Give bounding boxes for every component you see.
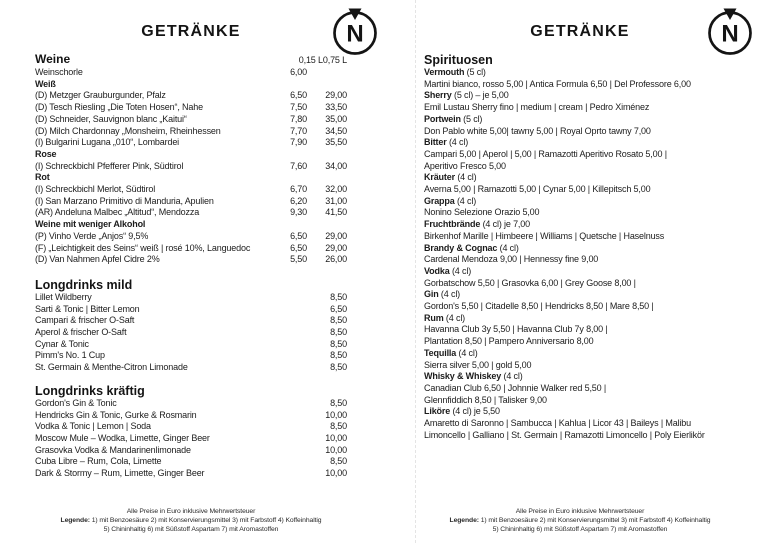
page-title: GETRÄNKE: [530, 23, 630, 40]
spirit-line-text: Campari 5,00 | Aperol | 5,00 | Ramazotti Aperitivo Rosato 5,00 |: [424, 148, 667, 159]
spirit-category-name: Portwein: [424, 113, 461, 124]
logo-letter: N: [346, 20, 364, 48]
wine-subheader-row: [35, 172, 347, 184]
spirit-category-name: Rum: [424, 312, 444, 323]
longdrink-item-name: Cuba Libre – Rum, Cola, Limette: [35, 456, 162, 467]
longdrink-item-row: [35, 421, 347, 433]
spirit-line: [424, 207, 736, 219]
wine-item-name: (D) Metzger Grauburgunder, Pfalz: [35, 90, 166, 101]
wine-subheader-row: [35, 79, 347, 91]
wine-item-row: [35, 114, 347, 126]
spirit-line-text: Martini bianco, rosso 5,00 | Antica Formula 6,50 | Del Professore 6,00: [424, 78, 691, 89]
longdrink-item-price: 8,50: [330, 350, 347, 361]
wine-item-row: [35, 137, 347, 149]
longdrink-item-name: Vodka & Tonic | Lemon | Soda: [35, 421, 151, 432]
spirit-line: [424, 184, 736, 196]
wine-column-075l: 0,75 L: [322, 55, 347, 65]
wine-item-price-075l: 29,00: [325, 90, 347, 101]
spirit-line-text: Gorbatschow 5,50 | Grasovka 6,00 | Grey Goose 8,00 |: [424, 277, 636, 288]
footer-legend-text1: 1) mit Benzoesäure 2) mit Konservierungsmittel 3) mit Farbstoff 4) Koffeinhaltig: [91, 517, 322, 524]
wine-item-name: (I) Schreckbichl Pfefferer Pink, Südtirol: [35, 160, 184, 171]
wine-subheader-label: Rot: [35, 172, 50, 183]
wine-item-name: (I) San Marzano Primitivo di Manduria, Apulien: [35, 195, 214, 206]
wine-item-price-015l: 7,50: [290, 102, 307, 113]
footer-legend-line2: 5) Chininhaltig 6) mit Süßstoff Aspartam 7) mit Aromastoffen: [492, 526, 668, 533]
longdrink-item-name: Pimm's No. 1 Cup: [35, 350, 105, 361]
wine-subheader-label: Weine mit weniger Alkohol: [35, 219, 146, 230]
wine-item-price-075l: 34,50: [325, 125, 347, 136]
spirit-category-name: Liköre: [424, 406, 451, 417]
wine-item-price-015l: 6,50: [290, 242, 307, 253]
page-title: GETRÄNKE: [141, 23, 241, 40]
longdrink-item-name: Sarti & Tonic | Bitter Lemon: [35, 303, 140, 314]
spirit-line: [424, 430, 736, 442]
spirit-line: [424, 243, 736, 255]
spirit-lines: [424, 67, 736, 442]
wine-item-name: (D) Tesch Riesling „Die Toten Hosen“, Nahe: [35, 102, 203, 113]
longdrink-item-name: Cynar & Tonic: [35, 338, 89, 349]
wine-item-price-015l: 7,70: [290, 125, 307, 136]
longdrinks-mild-header: Longdrinks mild: [35, 277, 133, 292]
wine-item-row: [35, 243, 347, 255]
footer-tax-note: Alle Preise in Euro inklusive Mehrwertsteuer: [515, 508, 645, 515]
footer-tax-note: Alle Preise in Euro inklusive Mehrwertsteuer: [126, 508, 256, 515]
wine-item-price-015l: 6,50: [290, 90, 307, 101]
spirit-line-text: (4 cl) je 5,50: [450, 406, 500, 417]
footer-legend-line2: 5) Chininhaltig 6) mit Süßstoff Aspartam 7) mit Aromastoffen: [103, 526, 279, 533]
spirit-line: [424, 289, 736, 301]
spirit-line: [424, 348, 736, 360]
longdrink-item-name: Lillet Wildberry: [35, 291, 92, 302]
spirit-category-name: Gin: [424, 289, 439, 300]
page-footer: [424, 507, 736, 534]
compass-n-logo-icon: [330, 7, 380, 57]
wine-item-row: [35, 90, 347, 102]
wine-item-price-075l: 26,00: [325, 254, 347, 265]
wine-item-price-015l: 7,90: [290, 137, 307, 148]
spirituosen-header: Spirituosen: [424, 53, 493, 67]
wine-item-name: (P) Vinho Verde „Anjos“ 9,5%: [35, 230, 149, 241]
longdrink-item-row: [35, 292, 347, 304]
wine-item-row: [35, 102, 347, 114]
spirit-line: [424, 371, 736, 383]
spirit-line: [424, 219, 736, 231]
spirit-line-text: Averna 5,00 | Ramazotti 5,00 | Cynar 5,00 | Killepitsch 5,00: [424, 184, 651, 195]
wine-item-price-015l: 6,20: [290, 195, 307, 206]
footer-legend-label: Legende:: [60, 517, 90, 524]
longdrink-item-row: [35, 327, 347, 339]
wine-rows: [35, 67, 347, 266]
spirit-line: [424, 114, 736, 126]
longdrink-item-name: Hendricks Gin & Tonic, Gurke & Rosmarin: [35, 409, 197, 420]
wine-item-price-075l: 31,00: [325, 195, 347, 206]
spirit-line-text: Sierra silver 5,00 | gold 5,00: [424, 359, 532, 370]
longdrink-item-price: 8,50: [330, 362, 347, 373]
spirit-category-name: Tequilla: [424, 347, 457, 358]
spirit-line: [424, 161, 736, 173]
wine-section-title: Weine: [35, 52, 71, 66]
spirit-line-text: (4 cl): [446, 137, 469, 148]
wine-item-price-015l: 6,70: [290, 184, 307, 195]
longdrink-item-name: Grasovka Vodka & Mandarinenlimonade: [35, 444, 191, 455]
wine-item-row: [35, 126, 347, 138]
wine-item-name: (AR) Andeluna Malbec „Altitud“, Mendozza: [35, 207, 200, 218]
wine-item-row: [35, 196, 347, 208]
wine-subheader-label: Weiß: [35, 78, 56, 89]
spirit-line-text: Havanna Club 3y 5,50 | Havanna Club 7y 8,00 |: [424, 324, 608, 335]
longdrink-item-row: [35, 350, 347, 362]
wine-item-price-075l: 32,00: [325, 184, 347, 195]
spirit-line: [424, 395, 736, 407]
wine-item-name: (D) Schneider, Sauvignon blanc „Kaitui“: [35, 113, 187, 124]
spirit-line-text: Limoncello | Galliano | St. Germain | Ramazotti Limoncello | Poly Eierlikör: [424, 429, 705, 440]
spirit-category-name: Grappa: [424, 195, 455, 206]
spirit-line: [424, 383, 736, 395]
longdrink-item-row: [35, 445, 347, 457]
wine-item-price-075l: 29,00: [325, 230, 347, 241]
wine-item-row: [35, 207, 347, 219]
longdrink-item-price: 8,50: [330, 397, 347, 408]
spirit-line-text: Emil Lustau Sherry fino | medium | cream | Pedro Ximénez: [424, 102, 650, 113]
spirit-line: [424, 231, 736, 243]
wine-item-row: [35, 184, 347, 196]
longdrink-item-price: 10,00: [325, 468, 347, 479]
wine-item-price-015l: 9,30: [290, 207, 307, 218]
wine-subheader-row: [35, 149, 347, 161]
spirit-line: [424, 360, 736, 372]
left-page-content: [35, 53, 347, 480]
longdrink-item-name: St. Germain & Menthe-Citron Limonade: [35, 362, 188, 373]
spirit-line-text: (4 cl): [501, 371, 523, 382]
longdrink-item-name: Campari & frischer O-Saft: [35, 315, 135, 326]
spirit-line-text: (4 cl): [454, 195, 477, 206]
spirit-line: [424, 67, 736, 79]
wine-item-price-075l: 34,00: [325, 160, 347, 171]
footer-legend-text1: 1) mit Benzoesäure 2) mit Konservierungsmittel 3) mit Farbstoff 4) Koffeinhaltig: [480, 517, 711, 524]
longdrink-item-row: [35, 339, 347, 351]
spirit-category-name: Whisky & Whiskey: [424, 371, 502, 382]
longdrink-item-row: [35, 315, 347, 327]
longdrink-item-price: 8,50: [330, 315, 347, 326]
ld-kraeftig-rows: [35, 398, 347, 480]
spirit-line: [424, 137, 736, 149]
wine-item-price-015l: 5,50: [290, 254, 307, 265]
wine-item-name: Weinschorle: [35, 67, 83, 77]
spirit-category-name: Sherry: [424, 90, 452, 101]
spirit-line-text: Plantation 8,50 | Pampero Anniversario 8,00: [424, 336, 594, 347]
wine-item-name: (I) Schreckbichl Merlot, Südtirol: [35, 184, 156, 195]
spirit-line-text: (4 cl): [449, 265, 472, 276]
spirit-line: [424, 149, 736, 161]
spirit-category-name: Brandy & Cognac: [424, 242, 498, 253]
longdrink-item-name: Dark & Stormy – Rum, Limette, Ginger Beer: [35, 468, 205, 479]
spirit-line: [424, 102, 736, 114]
spirit-line-text: (4 cl): [497, 242, 519, 253]
longdrink-item-name: Aperol & frischer O-Saft: [35, 327, 127, 338]
spirit-category-name: Kräuter: [424, 172, 455, 183]
longdrink-item-name: Gordon's Gin & Tonic: [35, 397, 117, 408]
spirit-line-text: (4 cl): [456, 347, 478, 358]
spirit-line-text: Aperitivo Fresco 5,00: [424, 160, 506, 171]
longdrink-item-price: 8,50: [330, 291, 347, 302]
wine-item-price-075l: 35,00: [325, 113, 347, 124]
spirit-line: [424, 254, 736, 266]
longdrink-item-price: 8,50: [330, 327, 347, 338]
wine-subheader-label: Rose: [35, 148, 57, 159]
menu-page-right: [415, 0, 768, 543]
spirit-line-text: (4 cl) je 7,00: [480, 219, 530, 230]
spirit-line: [424, 301, 736, 313]
longdrink-item-price: 10,00: [325, 409, 347, 420]
logo-letter: N: [721, 20, 739, 48]
wine-item-row: [35, 231, 347, 243]
spirit-line-text: (4 cl): [443, 312, 466, 323]
spirit-line: [424, 313, 736, 325]
footer-legend-label: Legende:: [449, 517, 479, 524]
spirit-category-name: Vodka: [424, 265, 450, 276]
spirit-category-name: Vermouth: [424, 67, 465, 77]
spirit-line-text: Nonino Selezione Orazio 5,00: [424, 207, 540, 218]
wine-item-price-015l: 6,00: [290, 67, 307, 77]
longdrink-item-price: 6,50: [330, 303, 347, 314]
longdrink-item-name: Moscow Mule – Wodka, Limette, Ginger Beer: [35, 432, 210, 443]
longdrink-item-price: 10,00: [325, 432, 347, 443]
spirit-line: [424, 266, 736, 278]
spirit-line: [424, 418, 736, 430]
spirit-line: [424, 324, 736, 336]
longdrink-item-price: 10,00: [325, 444, 347, 455]
page-footer: [35, 507, 347, 534]
spirit-line-text: (5 cl) – je 5,00: [451, 90, 509, 101]
wine-item-name: (F) „Leichtigkeit des Seins“ weiß | rosé 10%, Languedoc: [35, 242, 251, 253]
spirit-line: [424, 126, 736, 138]
compass-n-logo-icon: [705, 7, 755, 57]
wine-item-name: (D) Van Nahmen Apfel Cidre 2%: [35, 254, 160, 265]
wine-item-price-075l: 33,50: [325, 102, 347, 113]
spirit-line: [424, 196, 736, 208]
wine-item-name: (D) Milch Chardonnay „Monsheim, Rheinhessen: [35, 125, 221, 136]
longdrinks-kraeftig-header: Longdrinks kräftig: [35, 383, 145, 398]
right-page-content: [424, 53, 736, 442]
wine-table-header: [35, 53, 347, 67]
longdrink-item-row: [35, 468, 347, 480]
spirit-line-text: Glennfiddich 8,50 | Talisker 9,00: [424, 394, 547, 405]
spirit-line: [424, 90, 736, 102]
spirit-line-text: (4 cl): [454, 172, 477, 183]
ld-mild-rows: [35, 292, 347, 374]
longdrink-item-row: [35, 304, 347, 316]
spirit-line: [424, 172, 736, 184]
spirit-line-text: Cardenal Mendoza 9,00 | Hennessy fine 9,00: [424, 254, 599, 265]
longdrink-item-price: 8,50: [330, 338, 347, 349]
spirit-line: [424, 278, 736, 290]
longdrink-item-row: [35, 410, 347, 422]
longdrink-item-price: 8,50: [330, 421, 347, 432]
spirit-line-text: (5 cl): [464, 67, 486, 77]
longdrink-item-row: [35, 398, 347, 410]
wine-item-name: (I) Bulgarini Lugana „010“, Lombardei: [35, 137, 180, 148]
spirit-category-name: Fruchtbrände: [424, 219, 481, 230]
wine-item-row: [35, 161, 347, 173]
spirit-line: [424, 406, 736, 418]
wine-item-price-015l: 7,80: [290, 113, 307, 124]
longdrink-item-row: [35, 362, 347, 374]
wine-subheader-row: [35, 219, 347, 231]
spirit-line-text: (5 cl): [460, 113, 483, 124]
footer-legend-line1: [424, 516, 736, 525]
wine-item-price-075l: 41,50: [325, 207, 347, 218]
spirit-line: [424, 79, 736, 91]
wine-item-row: [35, 254, 347, 266]
longdrink-item-row: [35, 433, 347, 445]
wine-item-price-075l: 29,00: [325, 242, 347, 253]
wine-item-price-075l: 35,50: [325, 137, 347, 148]
spirit-line-text: Birkenhof Marille | Himbeere | Williams | Quetsche | Haselnuss: [424, 230, 665, 241]
spirit-line-text: Canadian Club 6,50 | Johnnie Walker red 5,50 |: [424, 382, 607, 393]
spirit-line: [424, 336, 736, 348]
wine-column-015l: 0,15 L: [298, 55, 323, 65]
longdrink-item-price: 8,50: [330, 456, 347, 467]
footer-legend-line1: [35, 516, 347, 525]
wine-item-price-015l: 7,60: [290, 160, 307, 171]
spirit-line-text: Amaretto di Saronno | Sambucca | Kahlua | Licor 43 | Baileys | Malibu: [424, 418, 691, 429]
spirit-line-text: (4 cl): [438, 289, 461, 300]
wine-item-price-015l: 6,50: [290, 230, 307, 241]
longdrink-item-row: [35, 456, 347, 468]
spirit-line-text: Gordon's 5,50 | Citadelle 8,50 | Hendricks 8,50 | Mare 8,50 |: [424, 301, 654, 312]
wine-item-row: [35, 67, 347, 79]
spirit-line-text: Don Pablo white 5,00| tawny 5,00 | Royal Oprto tawny 7,00: [424, 125, 651, 136]
spirit-category-name: Bitter: [424, 137, 447, 148]
